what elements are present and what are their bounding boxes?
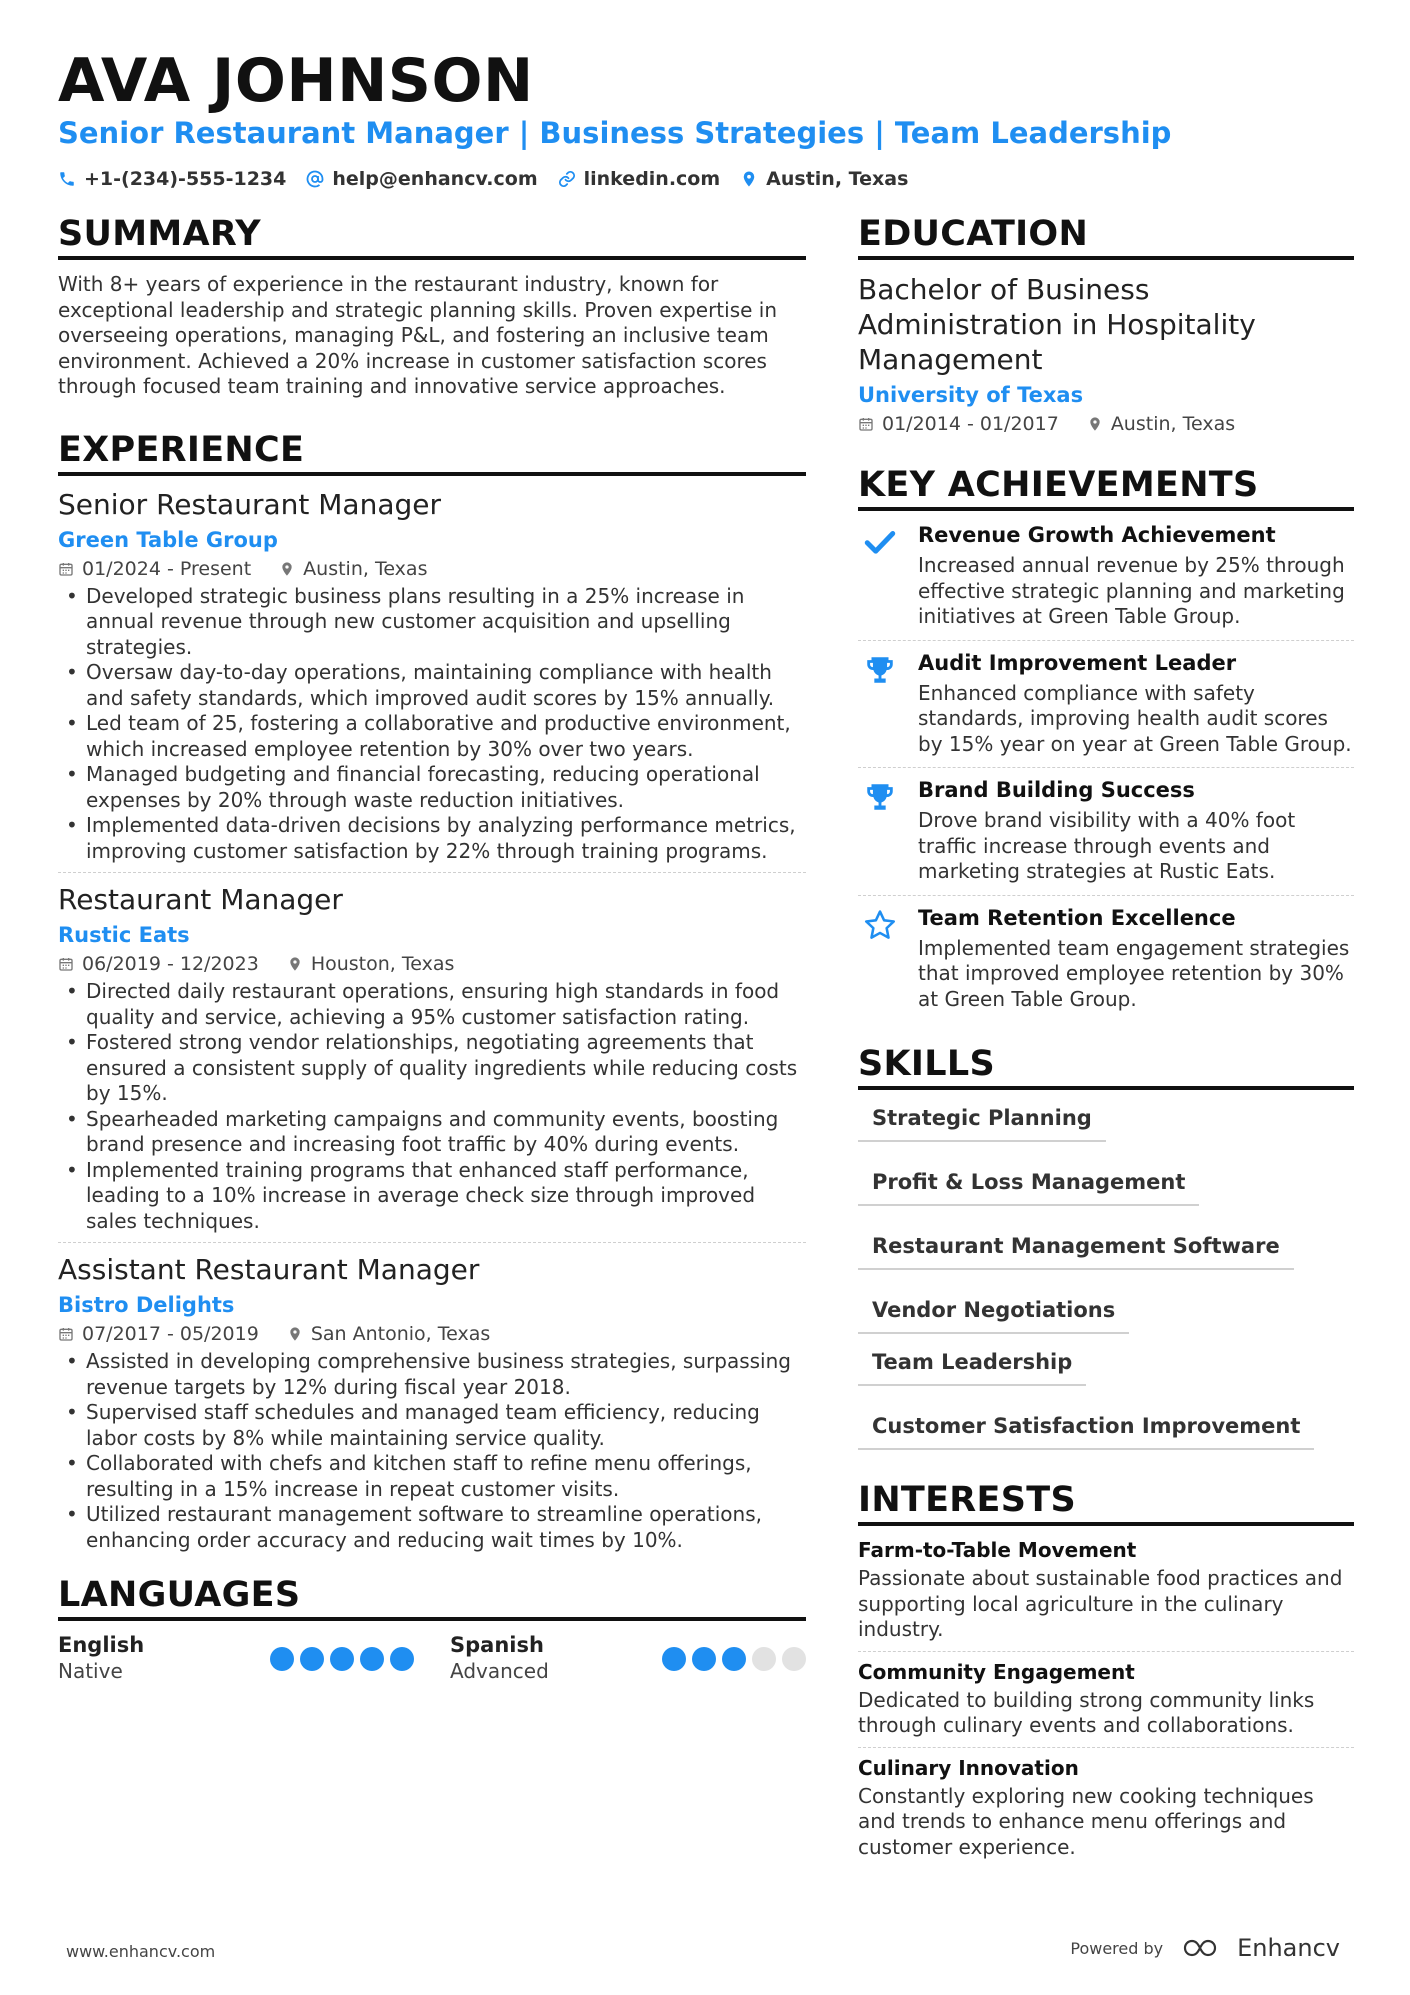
candidate-tagline: Senior Restaurant Manager | Business Strategies | Team Leadership — [58, 116, 1172, 150]
experience-title: EXPERIENCE — [58, 430, 806, 476]
contact-location — [740, 168, 908, 190]
location-text: Austin, Texas — [766, 168, 909, 190]
job-bullet: • Fostered strong vendor relationships, negotiating agreements that ensured a consistent supply of quality ingredients while reducing costs by 15%. — [58, 1030, 806, 1107]
skills-list — [858, 1102, 1354, 1450]
job-bullets — [58, 584, 806, 865]
achievement-desc: Drove brand visibility with a 40% foot traffic increase through events and marketing strategies at Rustic Eats. — [918, 808, 1296, 883]
interest-item — [858, 1538, 1354, 1652]
education-title: EDUCATION — [858, 214, 1354, 260]
job-location-text: San Antonio, Texas — [310, 1323, 491, 1345]
location-pin-icon — [287, 956, 303, 972]
job-title: Restaurant Manager — [58, 883, 343, 916]
interest-title: Community Engagement — [858, 1659, 1135, 1684]
job-entry — [58, 1253, 806, 1561]
job-meta — [58, 953, 806, 975]
interest-desc: Constantly exploring new cooking techniques and trends to enhance menu offerings and customer experience. — [858, 1783, 1314, 1859]
achievement-item — [858, 651, 1354, 769]
calendar-icon — [58, 1326, 74, 1342]
language-name: English — [58, 1633, 145, 1657]
language-item — [58, 1633, 414, 1683]
languages-list — [58, 1633, 806, 1683]
summary-title: SUMMARY — [58, 214, 806, 260]
contact-linkedin[interactable] — [558, 168, 721, 190]
job-dates — [58, 1323, 259, 1345]
job-title: Assistant Restaurant Manager — [58, 1253, 480, 1286]
job-bullet: • Supervised staff schedules and managed team efficiency, reducing labor costs by 8% while maintaining service quality. — [58, 1400, 806, 1451]
job-location — [279, 558, 427, 580]
rating-dot-empty — [752, 1647, 776, 1671]
rating-dot-filled — [360, 1647, 384, 1671]
achievement-item — [858, 906, 1354, 1023]
achievements-title: KEY ACHIEVEMENTS — [858, 465, 1354, 511]
candidate-name: AVA JOHNSON — [58, 46, 534, 116]
job-company: Bistro Delights — [58, 1293, 235, 1317]
job-company: Rustic Eats — [58, 923, 190, 947]
achievement-item — [858, 778, 1354, 896]
job-meta — [58, 558, 806, 580]
skill-tag: Profit & Loss Management — [858, 1166, 1199, 1206]
skills-title: SKILLS — [858, 1044, 1354, 1090]
interest-item — [858, 1660, 1354, 1748]
achievement-title: Brand Building Success — [918, 778, 1195, 802]
at-sign-icon — [306, 170, 324, 188]
job-bullet: • Developed strategic business plans resulting in a 25% increase in annual revenue through new customer acquisition and upselling strategies. — [58, 584, 806, 661]
brand-name: Enhancv — [1237, 1934, 1340, 1962]
skill-tag: Vendor Negotiations — [858, 1294, 1129, 1334]
job-bullet: • Directed daily restaurant operations, ensuring high standards in food quality and service, achieving a 95% customer satisfaction rating. — [58, 979, 806, 1030]
achievement-desc: Increased annual revenue by 25% through effective strategic planning and marketing initiatives at Green Table Group. — [918, 553, 1345, 628]
interest-title: Farm-to-Table Movement — [858, 1538, 1137, 1562]
job-location — [287, 953, 455, 975]
languages-title: LANGUAGES — [58, 1575, 806, 1621]
language-level: Native — [58, 1659, 123, 1683]
job-title: Senior Restaurant Manager — [58, 487, 441, 521]
left-column — [58, 214, 806, 1683]
job-dates-text: 07/2017 - 05/2019 — [82, 1323, 259, 1345]
right-column — [858, 214, 1354, 1876]
education-dates-text: 01/2014 - 01/2017 — [882, 413, 1059, 435]
rating-dot-filled — [330, 1647, 354, 1671]
job-bullet: • Managed budgeting and financial forecasting, reducing operational expenses by 20% through waste reduction initiatives. — [58, 762, 806, 813]
link-icon — [558, 170, 576, 188]
job-location-text: Houston, Texas — [310, 953, 455, 975]
rating-dot-filled — [722, 1647, 746, 1671]
enhancv-logo-icon — [1181, 1936, 1229, 1960]
experience-section — [58, 430, 806, 1562]
language-name: Spanish — [450, 1633, 544, 1657]
education-dates — [858, 413, 1059, 435]
location-pin-icon — [287, 1326, 303, 1342]
rating-dot-filled — [692, 1647, 716, 1671]
language-item — [450, 1633, 806, 1683]
job-bullet: • Oversaw day-to-day operations, maintaining compliance with health and safety standards, which improved audit scores by 15% annually. — [58, 660, 806, 711]
job-meta — [58, 1323, 806, 1345]
achievement-title: Audit Improvement Leader — [918, 650, 1237, 675]
calendar-icon — [58, 956, 74, 972]
job-dates — [58, 953, 259, 975]
location-pin-icon — [1087, 416, 1103, 432]
languages-section — [58, 1575, 806, 1683]
job-location — [287, 1323, 490, 1345]
phone-text: +1-(234)-555-1234 — [84, 168, 287, 190]
interest-desc: Dedicated to building strong community links through culinary events and collaborations. — [858, 1687, 1315, 1737]
linkedin-text: linkedin.com — [583, 168, 721, 190]
school-name: University of Texas — [858, 383, 1084, 407]
contact-email[interactable] — [306, 168, 537, 190]
degree-title: Bachelor of Business Administration in Hospitality Management — [858, 273, 1256, 376]
rating-dot-filled — [390, 1647, 414, 1671]
job-bullet: • Led team of 25, fostering a collaborative and productive environment, which increased employee retention by 30% over two years. — [58, 711, 806, 762]
achievement-item — [858, 523, 1354, 641]
job-company: Green Table Group — [58, 527, 278, 552]
job-location-text: Austin, Texas — [303, 557, 428, 580]
rating-dot-filled — [662, 1647, 686, 1671]
achievement-desc: Enhanced compliance with safety standards, improving health audit scores by 15% year on year at Green Table Group. — [918, 680, 1352, 756]
contact-phone[interactable] — [58, 168, 286, 190]
job-bullet: • Implemented training programs that enhanced staff performance, leading to a 10% increase in average check size through improved sales techniques. — [58, 1158, 806, 1235]
location-pin-icon — [740, 170, 758, 188]
job-bullet: • Assisted in developing comprehensive business strategies, surpassing revenue targets by 12% during fiscal year 2018. — [58, 1349, 806, 1400]
rating-dot-filled — [300, 1647, 324, 1671]
location-pin-icon — [279, 561, 295, 577]
achievements-section — [858, 465, 1354, 1022]
achievement-desc: Implemented team engagement strategies that improved employee retention by 30% at Green Table Group. — [918, 935, 1350, 1011]
skill-tag: Team Leadership — [858, 1346, 1086, 1386]
rating-dot-filled — [270, 1647, 294, 1671]
brand-logo[interactable] — [1181, 1934, 1340, 1962]
star-icon — [858, 906, 902, 1013]
education-meta — [858, 413, 1354, 435]
summary-text: With 8+ years of experience in the restaurant industry, known for exceptional leadership and strategic planning skills. Proven expertise in overseeing operations, managing P&L, and fostering an inclusive team environment. Achieved a 20% increase in customer satisfaction scores through focused team training and innovative service approaches. — [58, 272, 778, 398]
trophy-icon — [858, 778, 902, 885]
footer-branding — [1070, 1934, 1340, 1962]
education-location — [1087, 413, 1235, 435]
calendar-icon — [858, 416, 874, 432]
contact-bar — [58, 168, 908, 190]
skill-tag: Strategic Planning — [858, 1102, 1106, 1142]
rating-dot-empty — [782, 1647, 806, 1671]
trophy-icon — [858, 651, 902, 758]
interests-title: INTERESTS — [858, 1480, 1354, 1526]
powered-by-text: Powered by — [1070, 1938, 1164, 1958]
email-text: help@enhancv.com — [332, 168, 538, 190]
summary-section — [58, 214, 806, 400]
interest-desc: Passionate about sustainable food practices and supporting local agriculture in the culinary industry. — [858, 1566, 1343, 1641]
education-section — [858, 214, 1354, 435]
skill-tag: Restaurant Management Software — [858, 1230, 1294, 1270]
job-bullet: • Collaborated with chefs and kitchen staff to refine menu offerings, resulting in a 15% increase in repeat customer visits. — [58, 1451, 806, 1502]
skills-section — [858, 1044, 1354, 1450]
skill-tag: Customer Satisfaction Improvement — [858, 1410, 1314, 1450]
job-bullets — [58, 1349, 806, 1553]
job-dates-text: 01/2024 - Present — [82, 557, 252, 580]
job-bullet: • Utilized restaurant management software to streamline operations, enhancing order accuracy and reducing wait times by 10%. — [58, 1502, 806, 1553]
job-entry — [58, 883, 806, 1243]
language-level: Advanced — [450, 1659, 549, 1683]
job-bullets — [58, 979, 806, 1234]
checkmark-icon — [858, 523, 902, 630]
achievement-title: Team Retention Excellence — [918, 905, 1236, 930]
calendar-icon — [58, 561, 74, 577]
achievement-title: Revenue Growth Achievement — [918, 523, 1276, 547]
interest-item — [858, 1756, 1354, 1869]
job-bullet: • Spearheaded marketing campaigns and community events, boosting brand presence and increasing foot traffic by 40% during events. — [58, 1107, 806, 1158]
footer-website[interactable]: www.enhancv.com — [66, 1942, 216, 1961]
interest-title: Culinary Innovation — [858, 1755, 1079, 1780]
job-dates — [58, 558, 251, 580]
education-location-text: Austin, Texas — [1110, 413, 1236, 435]
language-rating — [662, 1647, 806, 1671]
job-entry — [58, 488, 806, 874]
job-bullet: • Implemented data-driven decisions by analyzing performance metrics, improving customer satisfaction by 22% through training programs. — [58, 813, 806, 864]
interests-section — [858, 1480, 1354, 1868]
phone-icon — [58, 170, 76, 188]
language-rating — [270, 1647, 414, 1671]
job-dates-text: 06/2019 - 12/2023 — [82, 953, 259, 975]
